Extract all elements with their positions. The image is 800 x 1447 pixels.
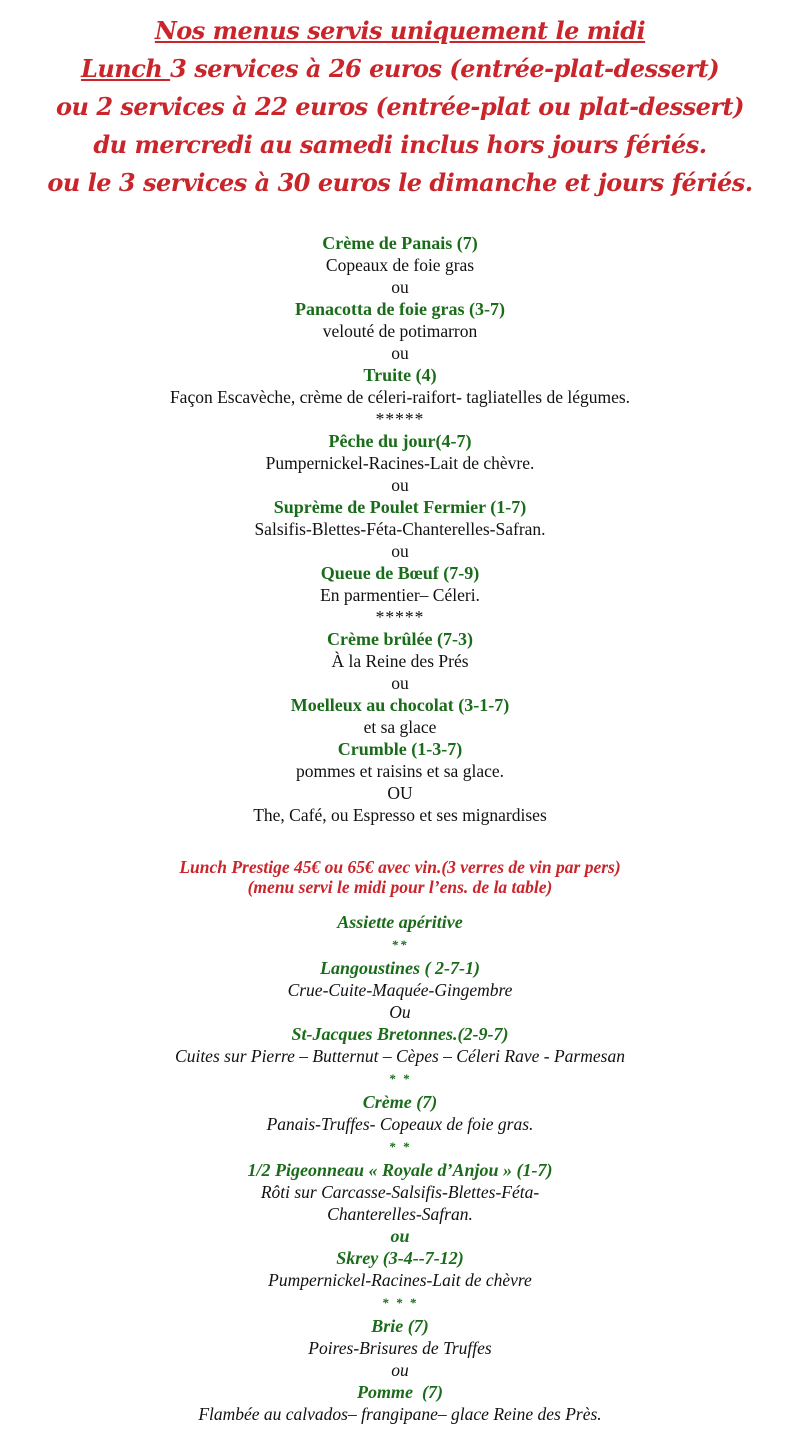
- dish-line: 1/2 Pigeonneau « Royale d’Anjou » (1-7): [247, 1160, 553, 1180]
- description-line: Rôti sur Carcasse-Salsifis-Blettes-Féta-: [260, 1182, 540, 1202]
- dish-line: Langoustines ( 2-7-1): [319, 958, 480, 978]
- dish-line: Skrey (3-4--7-12): [336, 1248, 464, 1268]
- script-header-line: [0, 88, 800, 126]
- underlined-text-segment: Lunch: [80, 54, 171, 83]
- dish-line: Brie (7): [371, 1316, 429, 1336]
- description-line: ou: [391, 475, 409, 495]
- dish-line: Pomme (7): [357, 1382, 443, 1402]
- description-line: Ou: [389, 1002, 411, 1022]
- description-line: À la Reine des Prés: [331, 651, 469, 671]
- separator-line: * *: [388, 1071, 412, 1086]
- prestige-header: [0, 857, 800, 897]
- dish-line: Pêche du jour(4-7): [328, 431, 472, 451]
- dish-line: St-Jacques Bretonnes.(2-9-7): [291, 1024, 509, 1044]
- description-line: Cuites sur Pierre – Butternut – Cèpes – Céleri Rave - Parmesan: [175, 1046, 625, 1066]
- script-header-line: [0, 12, 800, 50]
- script-header: [0, 0, 800, 202]
- description-line: Panais-Truffes- Copeaux de foie gras.: [266, 1114, 534, 1134]
- description-line: et sa glace: [363, 717, 437, 737]
- description-line: Poires-Brisures de Truffes: [308, 1338, 492, 1358]
- description-line: Chanterelles-Safran.: [327, 1204, 473, 1224]
- dish-line: Crumble (1-3-7): [337, 739, 463, 759]
- dish-line: Suprème de Poulet Fermier (1-7): [273, 497, 527, 517]
- description-line: OU: [387, 783, 413, 803]
- dish-line: Panacotta de foie gras (3-7): [295, 299, 505, 319]
- description-line: Crue-Cuite-Maquée-Gingembre: [287, 980, 513, 1000]
- text-segment: ou 2 services à 22 euros (entrée-plat ou plat-dessert): [56, 92, 744, 121]
- description-line: Façon Escavèche, crème de céleri-raifort- tagliatelles de légumes.: [169, 387, 631, 407]
- dish-line: Crème brûlée (7-3): [327, 629, 473, 649]
- description-line: ou: [391, 673, 409, 693]
- separator-line: *****: [375, 409, 425, 429]
- script-header-line: [0, 126, 800, 164]
- prestige-menu-section: [0, 911, 800, 1425]
- description-line: Flambée au calvados– frangipane– glace Reine des Près.: [198, 1404, 602, 1424]
- prestige-title-line: Lunch Prestige 45€ ou 65€ avec vin.(3 verres de vin par pers): [179, 857, 621, 877]
- text-segment: ou le 3 services à 30 euros le dimanche et jours fériés.: [47, 168, 753, 197]
- description-line: En parmentier– Céleri.: [320, 585, 480, 605]
- description-line: Pumpernickel-Racines-Lait de chèvre.: [265, 453, 535, 473]
- description-line: ou: [391, 1360, 409, 1380]
- text-segment: 3 services à 26 euros (entrée-plat-dessert): [170, 54, 720, 83]
- separator-line: **: [391, 937, 409, 952]
- prestige-subtitle-line: (menu servi le midi pour l’ens. de la table): [247, 877, 553, 897]
- lunch-menu-section: [0, 232, 800, 826]
- dish-line: Moelleux au chocolat (3-1-7): [290, 695, 510, 715]
- description-line: velouté de potimarron: [322, 321, 478, 341]
- dish-line: Assiette apéritive: [337, 912, 463, 932]
- script-header-line: [0, 164, 800, 202]
- dish-line: Queue de Bœuf (7-9): [320, 563, 480, 583]
- text-segment: du mercredi au samedi inclus hors jours fériés.: [93, 130, 707, 159]
- description-line: Copeaux de foie gras: [325, 255, 475, 275]
- description-line: ou: [391, 343, 409, 363]
- description-line: The, Café, ou Espresso et ses mignardises: [253, 805, 547, 825]
- description-line: Salsifis-Blettes-Féta-Chanterelles-Safran.: [254, 519, 546, 539]
- underlined-text-segment: Nos menus servis uniquement le midi: [154, 16, 646, 45]
- description-line: Pumpernickel-Racines-Lait de chèvre: [268, 1270, 532, 1290]
- dish-line: Crème (7): [362, 1092, 438, 1112]
- dish-line: Truite (4): [363, 365, 437, 385]
- description-line: ou: [391, 541, 409, 561]
- dish-line: ou: [390, 1226, 410, 1246]
- separator-line: * *: [388, 1139, 412, 1154]
- description-line: ou: [391, 277, 409, 297]
- separator-line: *****: [375, 607, 425, 627]
- description-line: pommes et raisins et sa glace.: [296, 761, 504, 781]
- script-header-line: [0, 50, 800, 88]
- dish-line: Crème de Panais (7): [322, 233, 478, 253]
- separator-line: * * *: [382, 1295, 418, 1310]
